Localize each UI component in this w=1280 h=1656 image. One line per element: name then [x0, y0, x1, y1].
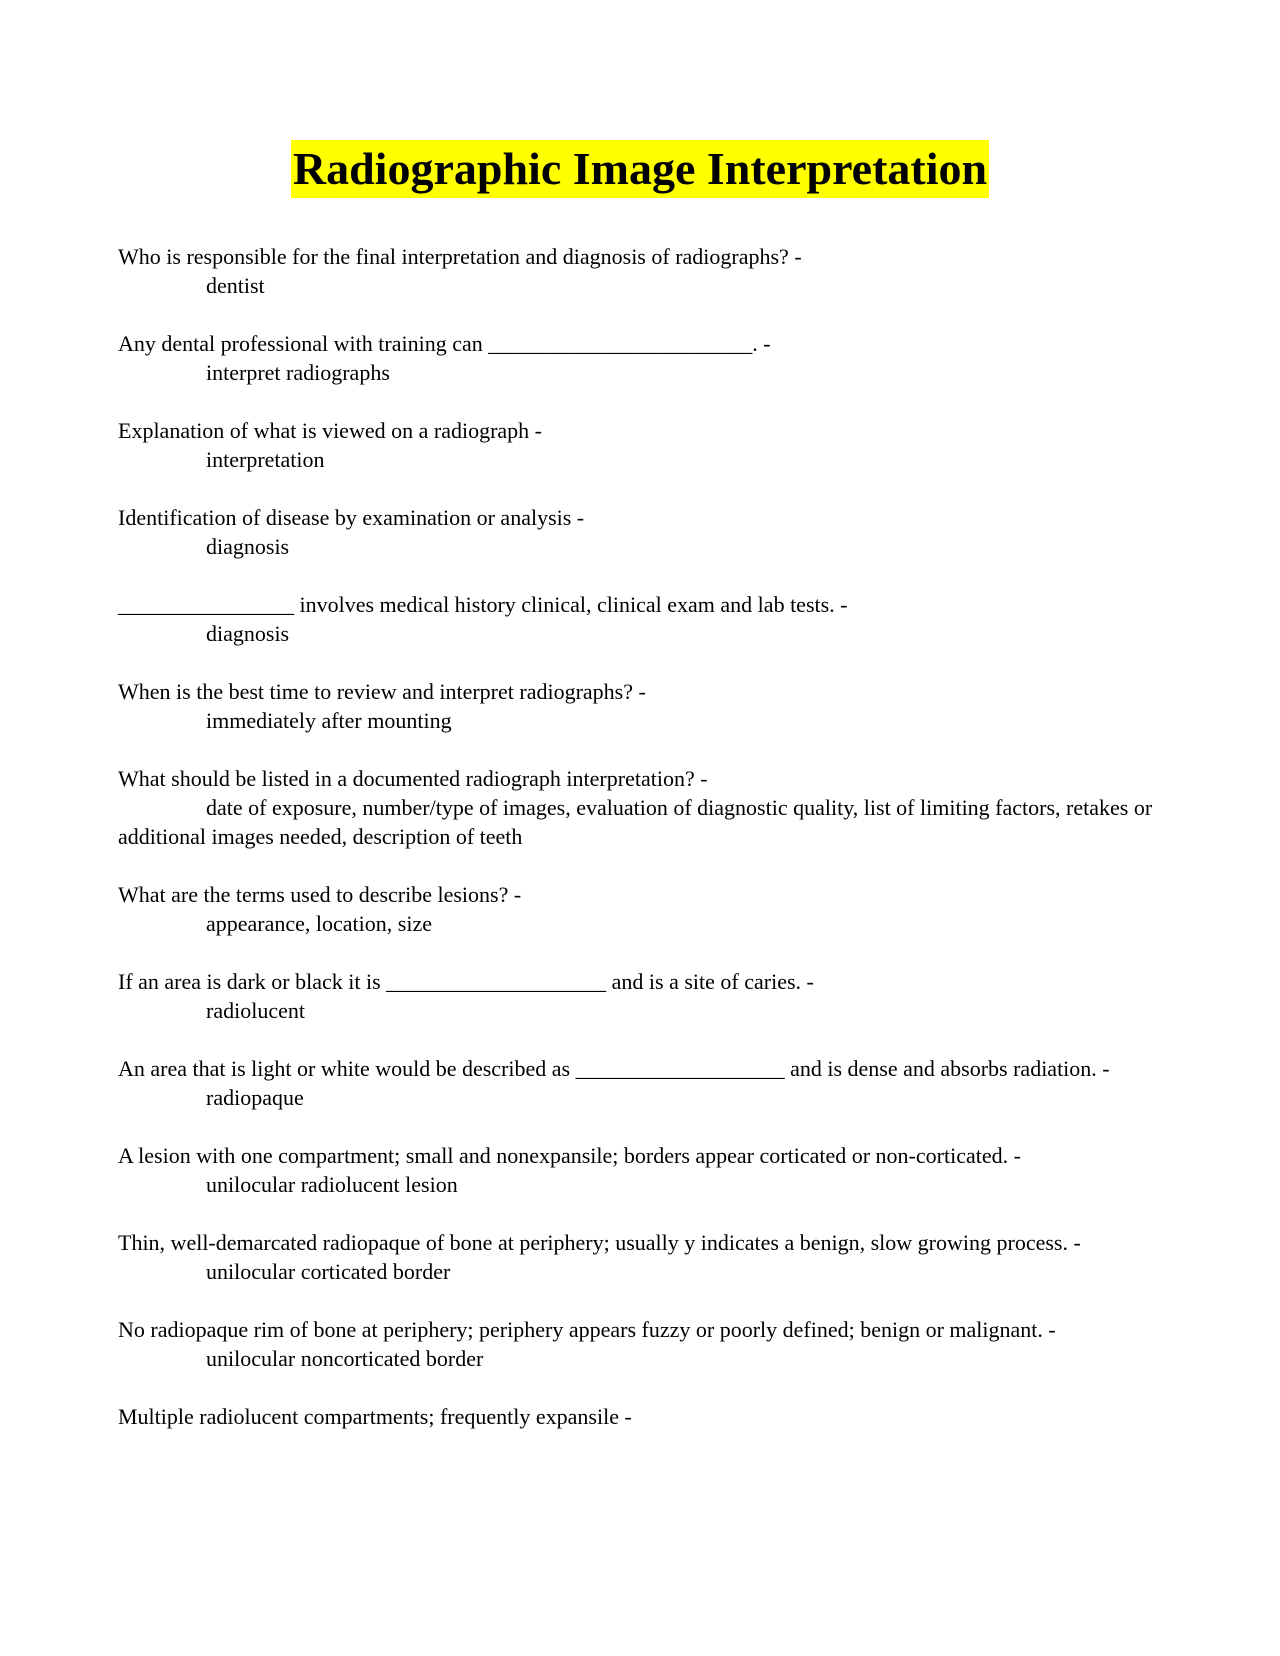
question-text: No radiopaque rim of bone at periphery; periphery appears fuzzy or poorly defined; benign or malignant. -	[118, 1317, 1056, 1342]
qa-item	[118, 1402, 1168, 1431]
qa-item	[118, 880, 1168, 938]
answer-text: unilocular radiolucent lesion	[206, 1172, 458, 1197]
answer-text: interpret radiographs	[206, 360, 390, 385]
question-text: An area that is light or white would be described as ___________________ and is dense and absorbs radiation. -	[118, 1056, 1110, 1081]
answer-text: appearance, location, size	[206, 911, 432, 936]
question-text: Multiple radiolucent compartments; frequently expansile -	[118, 1404, 632, 1429]
question-text: Thin, well-demarcated radiopaque of bone at periphery; usually y indicates a benign, slow growing process. -	[118, 1230, 1081, 1255]
question-text: What should be listed in a documented radiograph interpretation? -	[118, 766, 708, 791]
qa-item	[118, 1315, 1168, 1373]
question-text: ________________ involves medical history clinical, clinical exam and lab tests. -	[118, 592, 848, 617]
question-text: When is the best time to review and interpret radiographs? -	[118, 679, 646, 704]
answer-text: interpretation	[206, 447, 325, 472]
question-text: Identification of disease by examination or analysis -	[118, 505, 585, 530]
answer-text: radiopaque	[206, 1085, 304, 1110]
qa-item	[118, 242, 1168, 300]
title-container	[0, 140, 1280, 198]
qa-item	[118, 1054, 1168, 1112]
answer-text: immediately after mounting	[206, 708, 452, 733]
qa-item	[118, 590, 1168, 648]
qa-item	[118, 1228, 1168, 1286]
question-text: Explanation of what is viewed on a radiograph -	[118, 418, 542, 443]
answer-text: diagnosis	[206, 534, 290, 559]
page-title: Radiographic Image Interpretation	[291, 140, 989, 198]
answer-text: radiolucent	[206, 998, 305, 1023]
answer-text: diagnosis	[206, 621, 290, 646]
qa-item	[118, 764, 1168, 851]
question-text: Any dental professional with training can ________________________. -	[118, 331, 771, 356]
question-text: What are the terms used to describe lesions? -	[118, 882, 522, 907]
answer-text: unilocular corticated border	[206, 1259, 451, 1284]
answer-text: date of exposure, number/type of images, evaluation of diagnostic quality, list of limiting factors, retakes or additional images needed, description of teeth	[118, 795, 1153, 849]
qa-item	[118, 677, 1168, 735]
question-text: If an area is dark or black it is ____________________ and is a site of caries. -	[118, 969, 814, 994]
answer-text: dentist	[206, 273, 265, 298]
qa-item	[118, 329, 1168, 387]
qa-item	[118, 1141, 1168, 1199]
question-text: Who is responsible for the final interpretation and diagnosis of radiographs? -	[118, 244, 802, 269]
question-text: A lesion with one compartment; small and nonexpansile; borders appear corticated or non-corticated. -	[118, 1143, 1021, 1168]
qa-item	[118, 967, 1168, 1025]
answer-text: unilocular noncorticated border	[206, 1346, 484, 1371]
qa-item	[118, 416, 1168, 474]
qa-list	[118, 242, 1168, 1460]
qa-item	[118, 503, 1168, 561]
